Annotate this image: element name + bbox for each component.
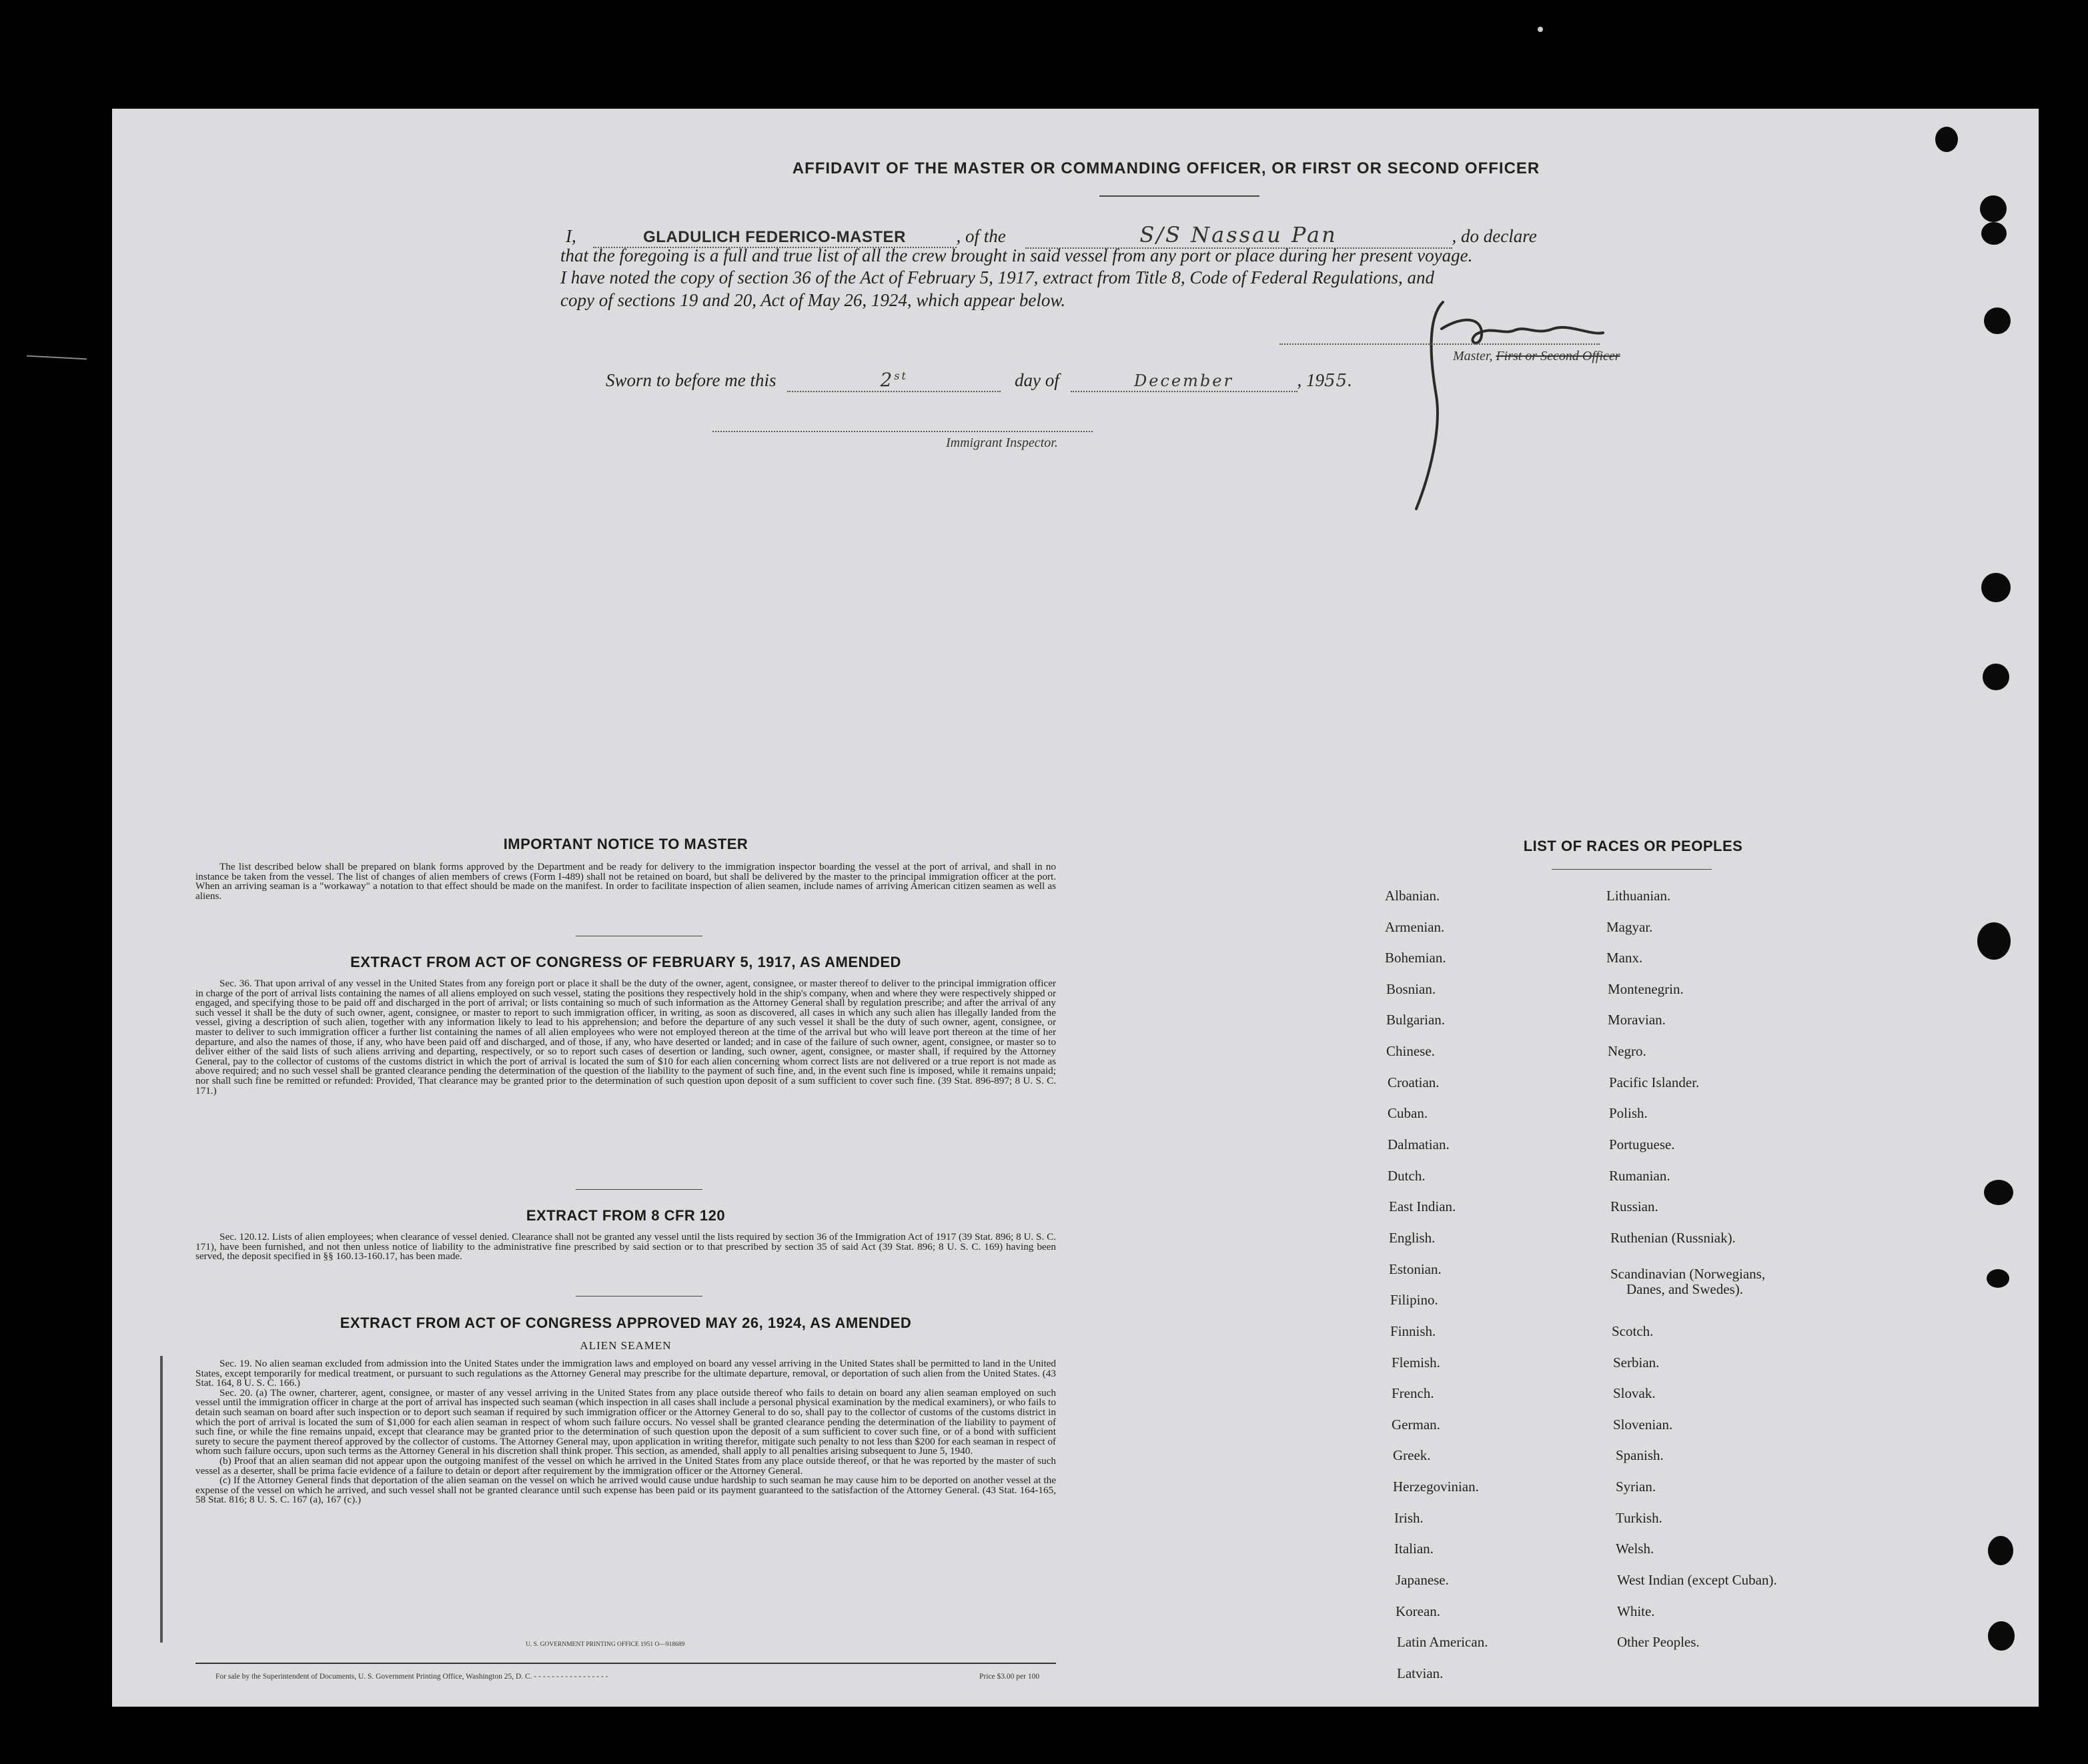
race-right-12: Ruthenian (Russniak). <box>1610 1230 1736 1246</box>
cfr-paragraph: Sec. 120.12. Lists of alien employees; when clearance of vessel denied. Clearance shall not be granted any vessel until the lists required by section 36 of the Immigration Act of 1917 (39 Stat. 896; 8 U. S. C. 171), have been furnished, and not then unless notice of liability to the administrative fine prescribed by said section or to that prescribed by section 35 of said Act (39 Stat. 896; 8 U. S. C. 169) having been served, the deposit specified in §§ 160.13-160.17, has been made. <box>195 1231 1056 1262</box>
race-left-20: Herzegovinian. <box>1393 1479 1479 1495</box>
signature-line <box>1279 343 1600 345</box>
race-left-17: French. <box>1392 1385 1434 1401</box>
race-right-18: Spanish. <box>1616 1447 1664 1463</box>
affidavit-line-1 <box>566 222 1537 249</box>
races-title: LIST OF RACES OR PEOPLES <box>1523 838 1743 854</box>
i-label: I, <box>566 226 576 246</box>
year-suffix: 55 <box>1324 371 1348 391</box>
binder-hole <box>1981 573 2011 602</box>
sworn-month-field <box>1071 370 1297 392</box>
race-right-4: Montenegrin. <box>1608 981 1684 997</box>
race-left-5: Bulgarian. <box>1386 1012 1446 1028</box>
sworn-line: Sworn to before me this 2st day of December , 1955. <box>606 369 1352 391</box>
race-right-20: Turkish. <box>1616 1510 1662 1526</box>
affidavit-line-4: copy of sections 19 and 20, Act of May 26, 1924, which appear below. <box>560 290 1066 310</box>
binder-hole <box>1984 1180 2013 1205</box>
race-right-2: Magyar. <box>1606 919 1653 935</box>
binder-hole <box>1981 222 2007 245</box>
master-signature <box>1403 289 1630 536</box>
race-left-2: Armenian. <box>1385 919 1445 935</box>
race-left-4: Bosnian. <box>1386 981 1436 997</box>
race-right-17: Slovenian. <box>1613 1417 1673 1433</box>
sworn-month: December <box>1134 371 1233 390</box>
races-rule <box>1552 869 1712 870</box>
section-19-paragraph: Sec. 19. No alien seaman excluded from admission into the United States under the immigration laws and employed on board any vessel arriving in the United States shall be permitted to land in the United States, except temporarily for medical treatment, or pursuant to such regulations as the Attorney General may prescribe for the ultimate departure, removal, or deportation of such alien from the United States. (43 Stat. 164, 8 U. S. C. 166.) <box>195 1358 1056 1389</box>
race-left-7: Croatian. <box>1388 1074 1440 1090</box>
binder-hole <box>1935 127 1958 152</box>
race-left-15: Finnish. <box>1390 1323 1436 1339</box>
race-left-18: German. <box>1392 1417 1440 1433</box>
race-right-5: Moravian. <box>1608 1012 1666 1028</box>
binder-hole <box>1977 922 2011 960</box>
race-left-26: Latvian. <box>1397 1665 1444 1681</box>
race-right-16: Slovak. <box>1613 1385 1656 1401</box>
affidavit-line-3: I have noted the copy of section 36 of the Act of February 5, 1917, extract from Title 8, Code of Federal Regulations, and <box>560 267 1435 287</box>
binder-hole <box>1988 1621 2015 1651</box>
sale-note: For sale by the Superintendent of Documents, U. S. Government Printing Office, Washington 25, D. C. - - - - - - - - - - - - - - - - - <box>215 1673 608 1681</box>
rule-2 <box>576 1189 702 1190</box>
race-left-23: Japanese. <box>1396 1572 1449 1588</box>
vessel-name-field <box>1025 222 1452 249</box>
extract-1924-title: EXTRACT FROM ACT OF CONGRESS APPROVED MAY 26, 1924, AS AMENDED <box>340 1314 912 1331</box>
race-right-13: Scandinavian (Norwegians, <box>1610 1266 1766 1282</box>
race-right-15: Serbian. <box>1613 1355 1660 1371</box>
notice-title: IMPORTANT NOTICE TO MASTER <box>503 836 748 852</box>
race-right-22: West Indian (except Cuban). <box>1617 1572 1777 1588</box>
race-left-8: Cuban. <box>1388 1105 1428 1121</box>
sworn-day: 2 <box>880 369 895 391</box>
race-right-14: Scotch. <box>1612 1323 1654 1339</box>
extract-1924-body <box>195 1359 1056 1505</box>
race-left-9: Dalmatian. <box>1388 1136 1450 1152</box>
race-right-19: Syrian. <box>1616 1479 1656 1495</box>
extract-1917-body <box>195 979 1056 1096</box>
affidavit-line-2: that the foregoing is a full and true list of all the crew brought in said vessel from any port or place during her present voyage. <box>560 245 1473 265</box>
race-left-19: Greek. <box>1393 1447 1431 1463</box>
officer-caption <box>1453 349 1620 364</box>
extract-1917-title: EXTRACT FROM ACT OF CONGRESS OF FEBRUARY 5, 1917, AS AMENDED <box>350 954 901 970</box>
race-left-11: East Indian. <box>1389 1198 1456 1214</box>
of-the-label: , of the <box>956 226 1006 246</box>
race-left-10: Dutch. <box>1388 1168 1426 1184</box>
inspector-label: Immigrant Inspector. <box>946 435 1058 450</box>
footer-rule <box>195 1663 1056 1664</box>
binder-hole <box>1984 307 2011 334</box>
race-left-21: Irish. <box>1394 1510 1424 1526</box>
race-right-1: Lithuanian. <box>1606 888 1671 904</box>
race-right-6: Negro. <box>1608 1043 1646 1059</box>
document-page <box>112 109 2039 1707</box>
master-label: Master, <box>1453 349 1493 363</box>
race-right-9: Portuguese. <box>1609 1136 1675 1152</box>
notice-paragraph: The list described below shall be prepared on blank forms approved by the Department and be ready for delivery to the immigration inspector boarding the vessel at the port of arrival, and shall in no instance be taken from the vessel. The list of changes of alien members of crews (Form I-489) shall not be retained on board, but shall be delivered by the master to the principal immigration officer at the port. When an arriving seaman is a "workaway" a notation to that effect should be made on the manifest. In order to facilitate inspection of alien seamen, include names of arriving American citizen seamen as well as aliens. <box>195 861 1056 902</box>
race-right-23: White. <box>1617 1603 1655 1619</box>
binder-hole <box>1983 664 2009 690</box>
sworn-day-field: 2st <box>787 369 1001 392</box>
race-left-25: Latin American. <box>1397 1634 1488 1650</box>
race-left-16: Flemish. <box>1392 1355 1440 1371</box>
race-left-6: Chinese. <box>1386 1043 1435 1059</box>
printing-office: U. S. GOVERNMENT PRINTING OFFICE 1951 O—918689 <box>526 1641 685 1648</box>
extract-cfr-body <box>195 1232 1056 1262</box>
notice-body <box>195 862 1056 901</box>
edge-mark <box>27 355 87 360</box>
section-36-paragraph: Sec. 36. That upon arrival of any vessel in the United States from any foreign port or place it shall be the duty of the owner, agent, consignee, or master thereof to deliver to the principal immigration officer in charge of the port of arrival lists containing the names of all aliens employed on such vessel, stating the positions they respectively hold in the ship's company, when and where they were respectively shipped or engaged, and specifying those to be paid off and discharged in the port of arrival; or lists containing so much of such information as the Attorney General shall by regulation prescribe; and after the arrival of any such vessel it shall be the duty of such owner, agent, consignee, or master to report to such immigration officer, in writing, as soon as discovered, all cases in which any such alien has illegally landed from the vessel, giving a description of such alien, together with any information likely to lead to his apprehension; and before the departure of any such vessel it shall be the duty of such owner, agent, consignee, or master to deliver to such immigration officer a further list containing the names of all alien employees who were not employed thereon at the time of the arrival but who will leave port thereon at the time of her departure, and also the names of those, if any, who have been paid off and discharged, and of those, if any, who have deserted or landed; and in case of the failure of such owner, agent, consignee, or master so to deliver either of the said lists of such aliens arriving and departing, respectively, or so to report such cases of desertion or landing, such owner, agent, consignee, or master shall, if required by the Attorney General, pay to the collector of customs of the customs district in which the port of arrival is located the sum of $10 for each alien concerning whom correct lists are not delivered or a true report is not made as above required; and no such vessel shall be granted clearance pending the determination of the question of the liability to the payment of such fine, and, in the event such fine is imposed, while it remains unpaid; nor shall such fine be remitted or refunded: Provided, That clearance may be granted prior to the determination of such question upon deposit of a sum sufficient to cover such fine. (39 Stat. 896-897; 8 U. S. C. 171.) <box>195 978 1056 1096</box>
price-note: Price $3.00 per 100 <box>979 1673 1040 1681</box>
margin-bar <box>160 1356 163 1643</box>
race-right-8: Polish. <box>1609 1105 1648 1121</box>
dust-speck <box>1538 27 1543 32</box>
do-declare-label: , do declare <box>1452 226 1537 246</box>
race-left-14: Filipino. <box>1390 1292 1438 1308</box>
race-right-13b: Danes, and Swedes). <box>1626 1281 1743 1297</box>
section-20c-paragraph: (c) If the Attorney General finds that deportation of the alien seaman on the vessel on which he arrived would cause undue hardship to such seaman he may cause him to be deported on another vessel at the expense of the vessel on which he arrived, and such vessel shall not be granted clearance until such expense has been paid or its payment guaranteed to the satisfaction of the Attorney General. (43 Stat. 164-165, 58 Stat. 816; 8 U. S. C. 167 (a), 167 (c).) <box>195 1475 1056 1506</box>
master-name: GLADULICH FEDERICO-MASTER <box>643 228 906 246</box>
alien-seamen-subtitle: ALIEN SEAMEN <box>580 1339 672 1352</box>
title-rule <box>1099 195 1259 197</box>
race-left-1: Albanian. <box>1385 888 1440 904</box>
race-right-3: Manx. <box>1606 950 1643 966</box>
section-20a-paragraph: Sec. 20. (a) The owner, charterer, agent, consignee, or master of any vessel arriving in the United States from any place outside thereof who fails to detain on board any alien seaman employed on such vessel until the immigration officer in charge at the port of arrival has inspected such seaman (which inspection in all cases shall include a personal physical examination by the medical examiners), or who fails to detain such seaman on board after such inspection or to deport such seaman if required by such immigration officer or the Attorney General to do so, shall pay to the collector of customs of the customs district in which the port of arrival is located the sum of $1,000 for each alien seaman in respect of whom such failure occurs. No vessel shall be granted clearance pending the determination of the liability to payment of such fine, or while the fine remains unpaid, except that clearance may be granted prior to the determination of such question upon the deposit of a sum sufficient to cover such fine, or of a bond with sufficient surety to secure the payment thereof approved by the collector of customs. The Attorney General may, upon application in writing therefor, mitigate such penalty to not less than $200 for each seaman in respect of whom such failure occurs, upon such terms as the Attorney General in his discretion shall think proper. This section, as amended, shall apply to all penalties arising subsequent to June 5, 1940. <box>195 1387 1056 1457</box>
vessel-name: S/S Nassau Pan <box>1139 222 1338 247</box>
race-right-11: Russian. <box>1610 1198 1658 1214</box>
day-of-label: day of <box>1015 370 1059 390</box>
race-left-22: Italian. <box>1394 1541 1434 1557</box>
race-left-24: Korean. <box>1396 1603 1441 1619</box>
binder-hole <box>1980 195 2007 222</box>
race-right-7: Pacific Islander. <box>1609 1074 1700 1090</box>
officer-label-struck: First or Second Officer <box>1496 349 1620 363</box>
race-left-3: Bohemian. <box>1385 950 1446 966</box>
race-left-13: Estonian. <box>1389 1261 1442 1277</box>
race-right-24: Other Peoples. <box>1617 1634 1700 1650</box>
race-left-12: English. <box>1389 1230 1436 1246</box>
year-prefix: , 19 <box>1297 370 1324 390</box>
section-20b-paragraph: (b) Proof that an alien seaman did not appear upon the outgoing manifest of the vessel on which he arrived in the United States from any place outside thereof, or that he was reported by the master of such vessel as a deserter, shall be prima facie evidence of a failure to detain or deport after requirement by the immigration officer or the Attorney General. <box>195 1455 1056 1477</box>
sworn-label: Sworn to before me this <box>606 370 776 390</box>
race-right-10: Rumanian. <box>1609 1168 1670 1184</box>
binder-hole <box>1988 1536 2013 1565</box>
extract-cfr-title: EXTRACT FROM 8 CFR 120 <box>526 1207 726 1224</box>
affidavit-title: AFFIDAVIT OF THE MASTER OR COMMANDING OFFICER, OR FIRST OR SECOND OFFICER <box>792 159 1540 177</box>
inspector-line <box>712 431 1093 432</box>
race-right-21: Welsh. <box>1616 1541 1654 1557</box>
binder-hole <box>1987 1269 2009 1288</box>
